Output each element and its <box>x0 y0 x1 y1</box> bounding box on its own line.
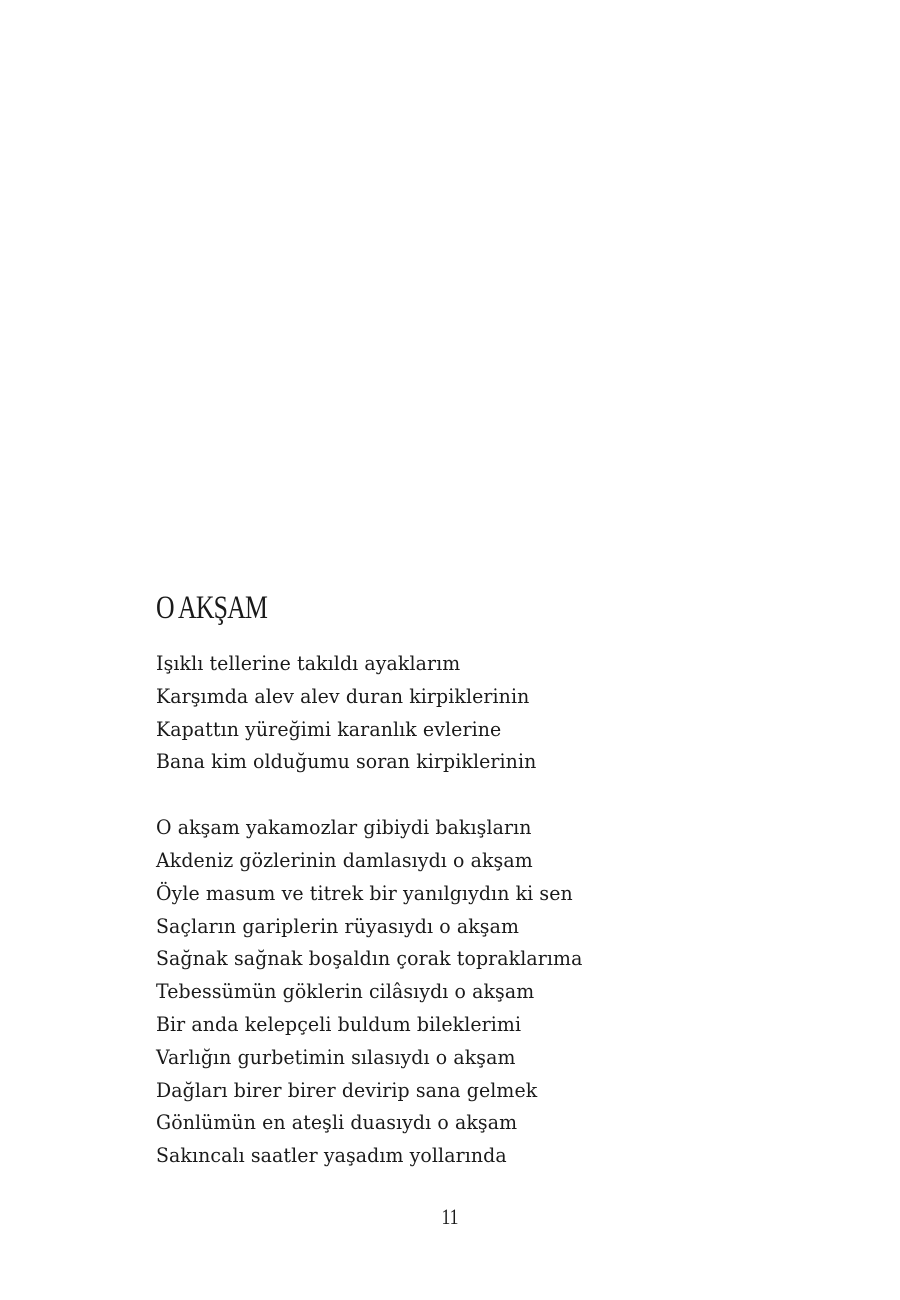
poem-line: Işıklı tellerine takıldı ayaklarım <box>156 652 461 675</box>
page-number: 11 <box>441 1204 459 1229</box>
poem-line: Akdeniz gözlerinin damlasıydı o akşam <box>156 848 533 872</box>
poem-line: Dağları birer birer devirip sana gelmek <box>156 1078 538 1102</box>
stanza-2 <box>156 812 796 1173</box>
poem-line: Bana kim olduğumu soran kirpiklerinin <box>156 750 537 774</box>
stanza-1 <box>156 648 796 779</box>
poem-title: O AKŞAM <box>156 590 268 626</box>
poem-line: Karşımda alev alev duran kirpiklerinin <box>156 684 530 708</box>
poem-line: Kapattın yüreğimi karanlık evlerine <box>156 717 502 741</box>
poem-line: Bir anda kelepçeli buldum bileklerimi <box>156 1012 522 1036</box>
poem-line: Tebessümün göklerin cilâsıydı o akşam <box>156 980 535 1004</box>
poem-line: O akşam yakamozlar gibiydi bakışların <box>156 816 532 840</box>
poem-body <box>156 648 796 1173</box>
poem-line: Saçların gariplerin rüyasıydı o akşam <box>156 914 520 938</box>
poem-line: Varlığın gurbetimin sılasıydı o akşam <box>156 1045 516 1069</box>
poem-line: Sakıncalı saatler yaşadım yollarında <box>156 1144 507 1168</box>
poem-line: Gönlümün en ateşli duasıydı o akşam <box>156 1111 518 1135</box>
poem-line: Öyle masum ve titrek bir yanılgıydın ki sen <box>156 881 573 905</box>
poem-line: Sağnak sağnak boşaldın çorak topraklarıma <box>156 947 583 971</box>
